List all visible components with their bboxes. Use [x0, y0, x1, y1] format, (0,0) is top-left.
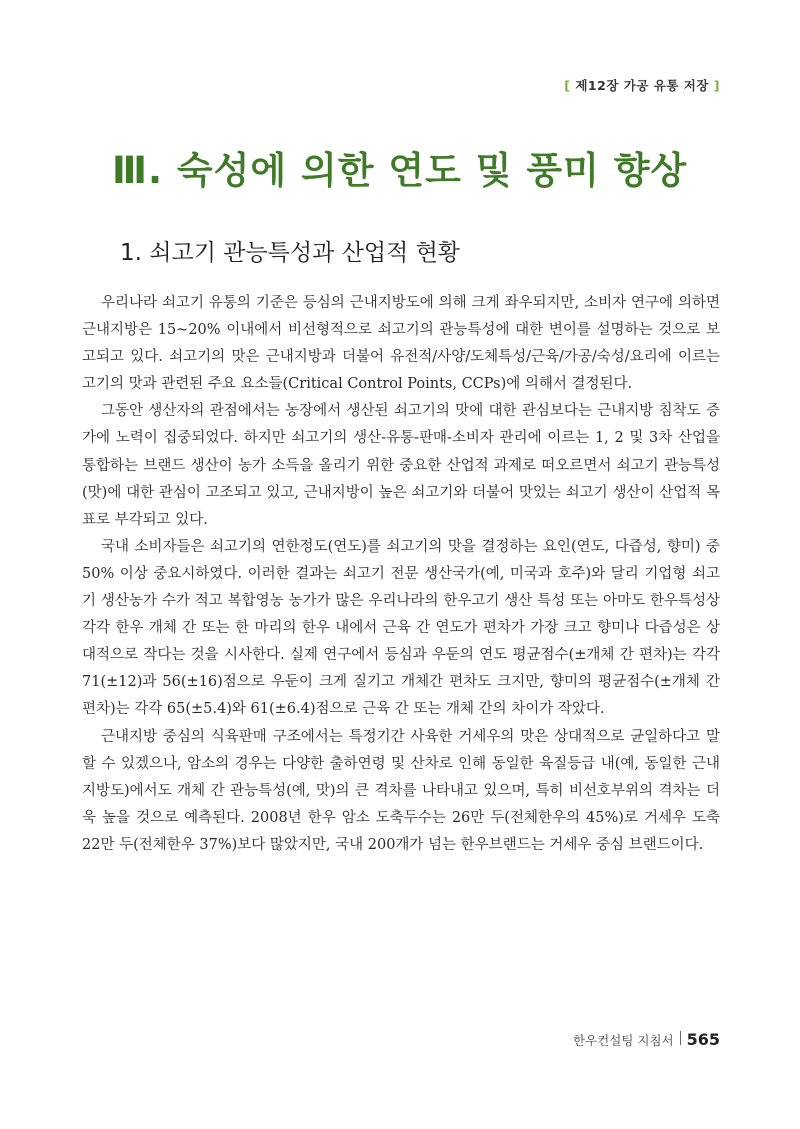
section-title: 1. 쇠고기 관능특성과 산업적 현황	[120, 240, 461, 266]
paragraph-4: 근내지방 중심의 식육판매 구조에서는 특정기간 사육한 거세우의 맛은 상대적으로 균일하다고 말할 수 있겠으나, 암소의 경우는 다양한 출하연령 및 산차로 인해 동일한 육질등급 내(예, 동일한 근내지방도)에서도 개체 간 관능특성(예, 맛)의 큰 격차를 나타내고 있으며, 특히 비선호부위의 격차는 더욱 높을 것으로 예측된다. 2008년 한우 암소 도축두수는 26만 두(전체한우의 45%)로 거세우 도축 22만 두(전체한우 37%)보다 많았지만, 국내 200개가 넘는 한우브랜드는 거세우 중심 브랜드이다.	[82, 728, 720, 853]
footer-divider	[680, 1031, 681, 1045]
chapter-title: Ⅲ. 숙성에 의한 연도 및 풍미 향상	[112, 149, 688, 192]
page-number: 565	[686, 1030, 720, 1049]
header-bracket-close: ]	[713, 78, 720, 93]
paragraph-1: 우리나라 쇠고기 유통의 기준은 등심의 근내지방도에 의해 크게 좌우되지만, 소비자 연구에 의하면 근내지방은 15~20% 이내에서 비선형적으로 쇠고기의 관능특성에 대한 변이를 설명하는 것으로 보고되고 있다. 쇠고기의 맛은 근내지방과 더불어 유전적/사양/도체특성/근육/가공/숙성/요리에 이르는 고기의 맛과 관련된 주요 요소들(Critical Control Points, CCPs)에 의해서 결정된다.	[82, 295, 720, 393]
chapter-label: 제12장 가공 유통 저장	[575, 78, 709, 93]
paragraph-2: 그동안 생산자의 관점에서는 농장에서 생산된 쇠고기의 맛에 대한 관심보다는 근내지방 침착도 증가에 노력이 집중되었다. 하지만 쇠고기의 생산-유통-판매-소비자 관리에 이르는 1, 2 및 3차 산업을 통합하는 브랜드 생산이 농가 소득을 올리기 위한 중요한 산업적 과제로 떠오르면서 쇠고기 관능특성(맛)에 대한 관심이 고조되고 있고, 근내지방이 높은 쇠고기와 더불어 맛있는 쇠고기 생산이 산업적 목표로 부각되고 있다.	[82, 403, 720, 528]
body-text	[82, 290, 720, 859]
book-title: 한우컨설팅 지침서	[573, 1033, 674, 1048]
page-footer	[573, 1030, 720, 1049]
paragraph-3: 국내 소비자들은 쇠고기의 연한정도(연도)를 쇠고기의 맛을 결정하는 요인(연도, 다즙성, 향미) 중 50% 이상 중요시하였다. 이러한 결과는 쇠고기 전문 생산국가(예, 미국과 호주)와 달리 기업형 쇠고기 생산농가 수가 적고 복합영농 농가가 많은 우리나라의 한우고기 생산 특성 또는 아마도 한우특성상 각각 한우 개체 간 또는 한 마리의 한우 내에서 근육 간 연도가 편차가 가장 크고 향미나 다즙성은 상대적으로 작다는 것을 시사한다. 실제 연구에서 등심과 우둔의 연도 평균점수(±개체 간 편차)는 각각 71(±12)과 56(±16)점으로 우둔이 크게 질기고 개체간 편차도 크지만, 향미의 평균점수(±개체 간 편차)는 각각 65(±5.4)와 61(±6.4)점으로 근육 간 또는 개체 간의 차이가 작았다.	[82, 538, 720, 718]
running-header	[564, 76, 720, 94]
header-bracket-open: [	[564, 78, 571, 93]
